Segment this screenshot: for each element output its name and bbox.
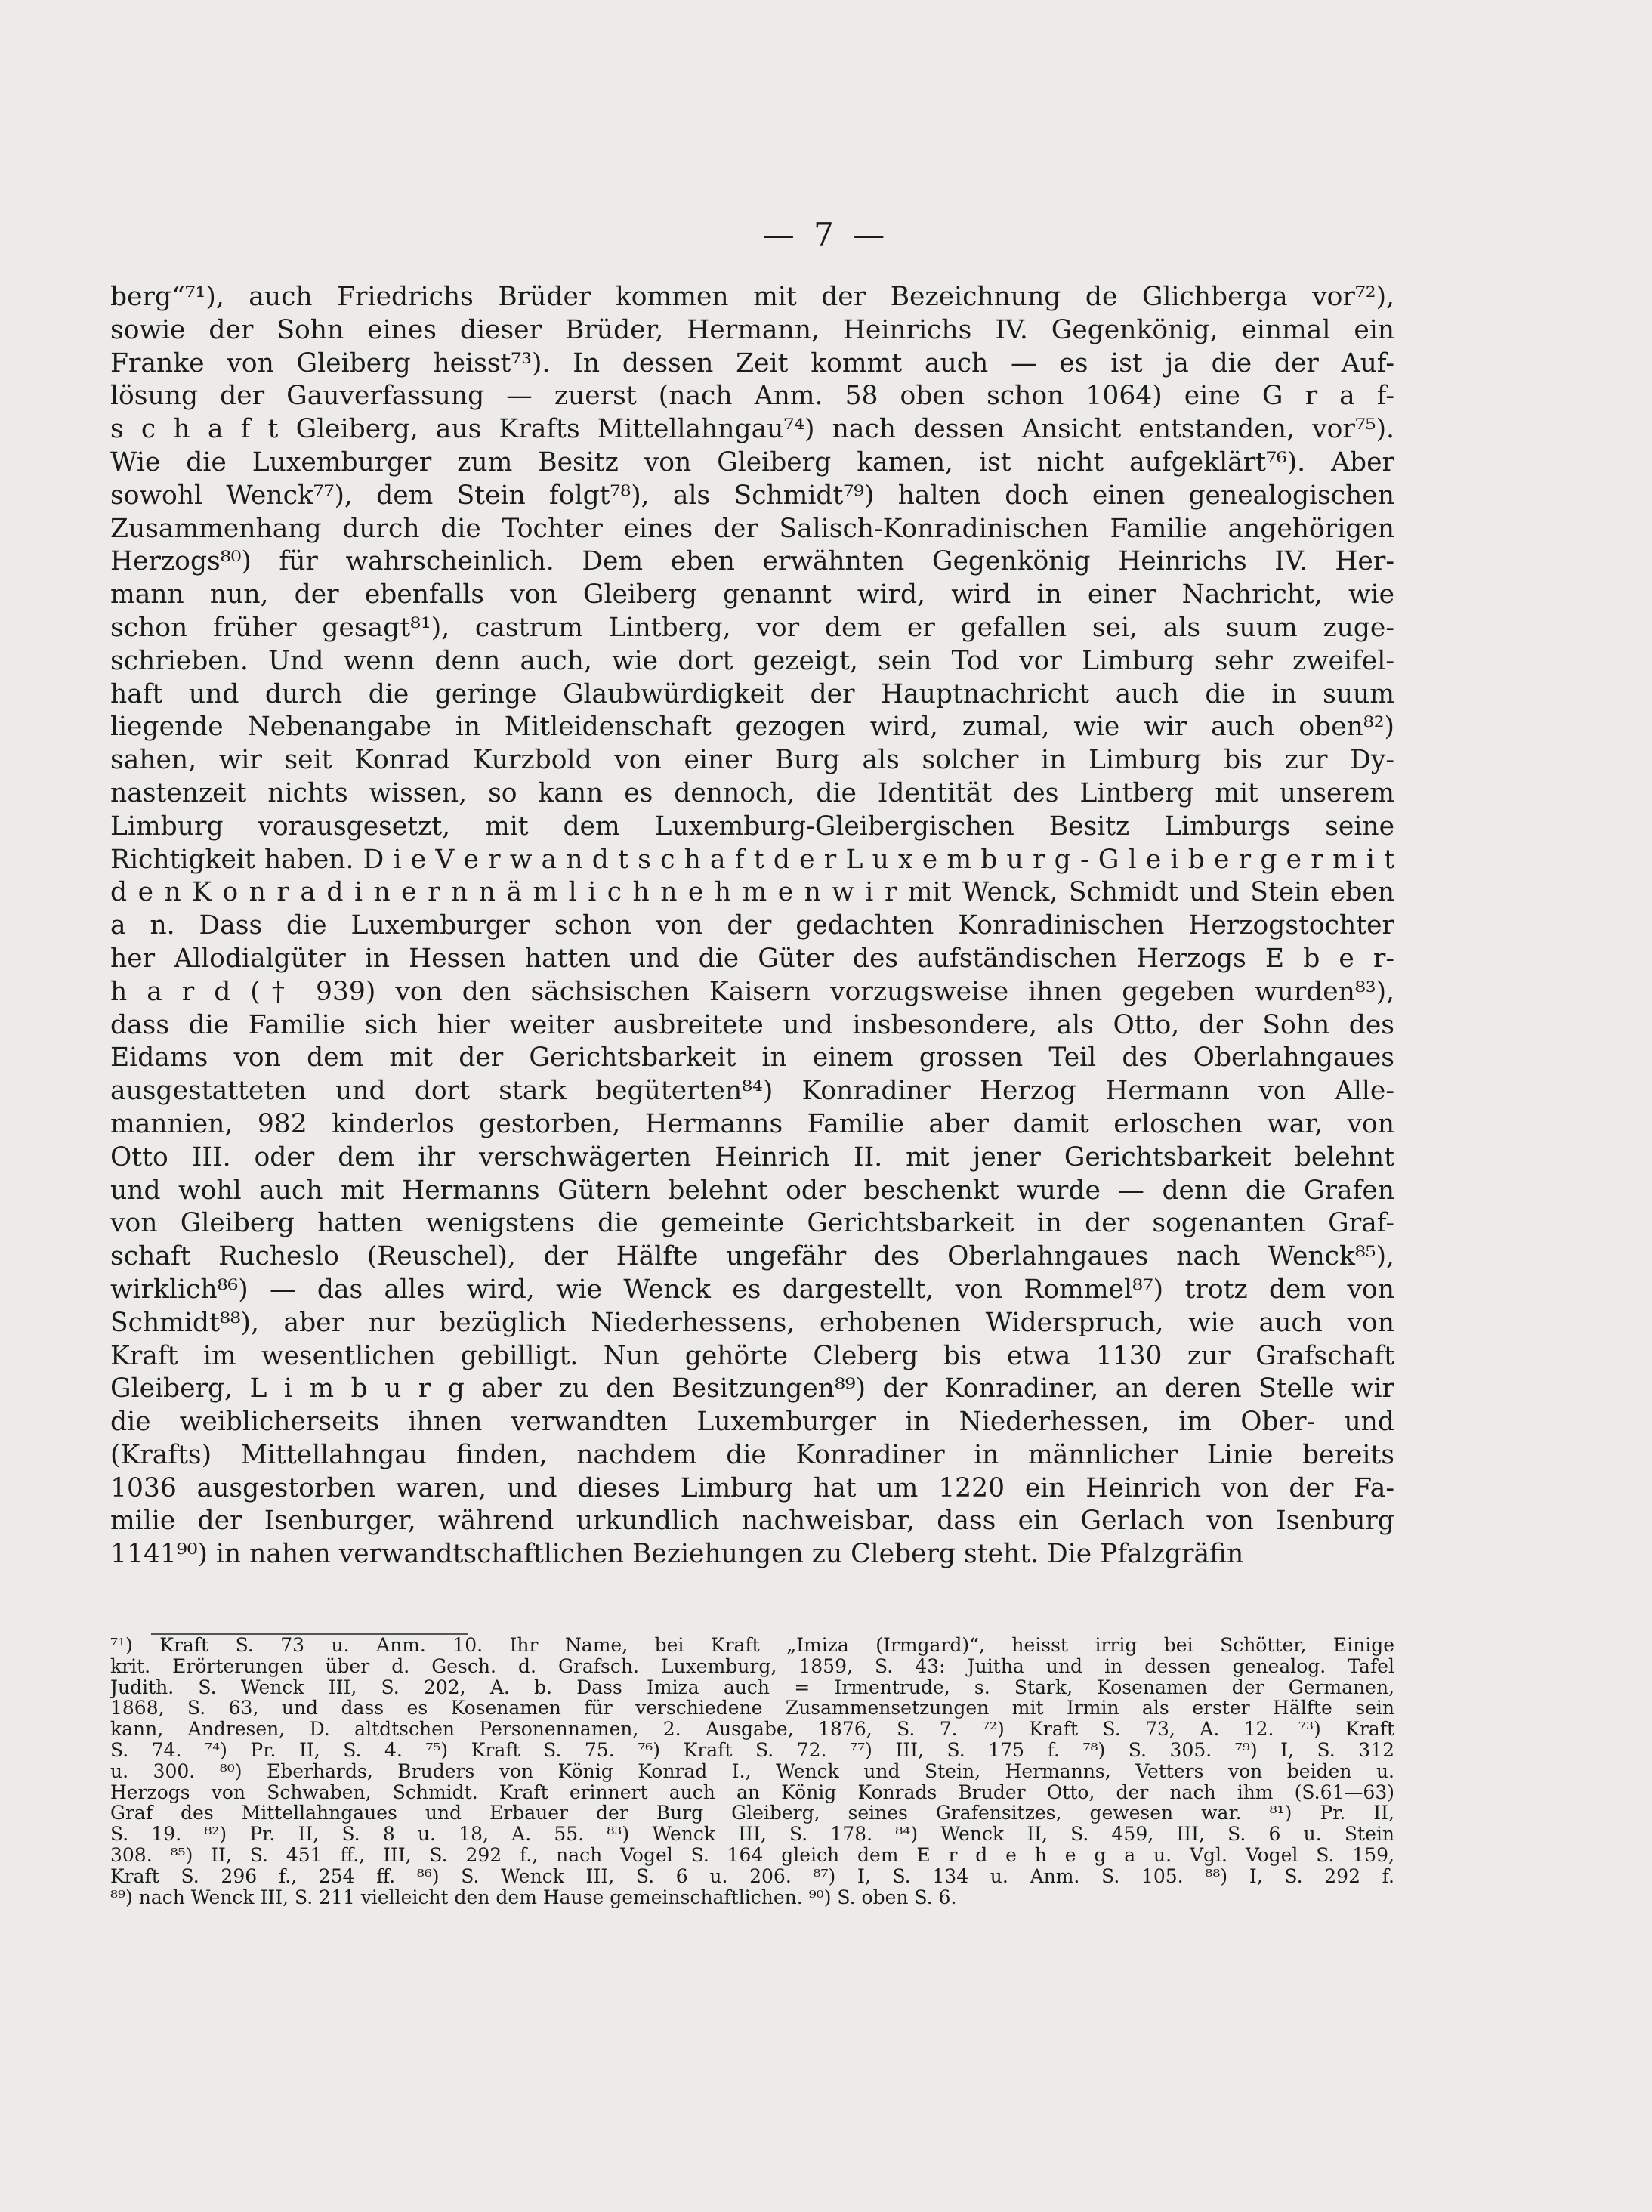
footnote-line: Herzogs von Schwaben, Schmidt. Kraft erinnert auch an König Konrads Bruder Otto, der nach ihm (S.61—63): [110, 1781, 1394, 1803]
text-line: nastenzeit nichts wissen, so kann es dennoch, die Identität des Lintberg mit unserem: [110, 777, 1394, 808]
text-line: d e n K o n r a d i n e r n n ä m l i c h n e h m e n w i r mit Wenck, Schmidt und Stein eben: [110, 877, 1394, 908]
footnote-line: krit. Erörterungen über d. Gesch. d. Grafsch. Luxemburg, 1859, S. 43: Juitha und in dessen genealog. Tafel: [110, 1655, 1394, 1677]
text-line: Gleiberg, L i m b u r g aber zu den Besitzungen⁸⁹) der Konradiner, an deren Stelle wir: [110, 1373, 1394, 1404]
text-line: Eidams von dem mit der Gerichtsbarkeit in einem grossen Teil des Oberlahngaues: [110, 1043, 1394, 1074]
text-line: h a r d († 939) von den sächsischen Kaisern vorzugsweise ihnen gegeben wurden⁸³),: [110, 976, 1394, 1007]
footnote-line: 1868, S. 63, und dass es Kosenamen für verschiedene Zusammensetzungen mit Irmin als erster Hälfte sein: [110, 1698, 1394, 1719]
text-line: milie der Isenburger, während urkundlich nachweisbar, dass ein Gerlach von Isenburg: [110, 1506, 1394, 1537]
text-line: schon früher gesagt⁸¹), castrum Lintberg, vor dem er gefallen sei, als suum zuge-: [110, 612, 1394, 643]
text-line: 1036 ausgestorben waren, und dieses Limburg hat um 1220 ein Heinrich von der Fa-: [110, 1472, 1394, 1503]
text-line: sowohl Wenck⁷⁷), dem Stein folgt⁷⁸), als Schmidt⁷⁹) halten doch einen genealogischen: [110, 480, 1394, 511]
text-line: Otto III. oder dem ihr verschwägerten Heinrich II. mit jener Gerichtsbarkeit belehnt: [110, 1142, 1394, 1172]
footnotes: [110, 1635, 1394, 1908]
text-line: dass die Familie sich hier weiter ausbreitete und insbesondere, als Otto, der Sohn des: [110, 1009, 1394, 1040]
footnote-line: kann, Andresen, D. altdtschen Personennamen, 2. Ausgabe, 1876, S. 7. ⁷²) Kraft S. 73, A. 12. ⁷³) Kraft: [110, 1719, 1394, 1740]
footnote-line: Graf des Mittellahngaues und Erbauer der Burg Gleiberg, seines Grafensitzes, gewesen war. ⁸¹) Pr. II,: [110, 1803, 1394, 1824]
text-line: 1141⁹⁰) in nahen verwandtschaftlichen Beziehungen zu Cleberg steht. Die Pfalzgräfin: [110, 1539, 1244, 1570]
footnote-line: Judith. S. Wenck III, S. 202, A. b. Dass Imiza auch = Irmentrude, s. Stark, Kosenamen der Germanen,: [110, 1676, 1394, 1698]
footnote-line: S. 74. ⁷⁴) Pr. II, S. 4. ⁷⁵) Kraft S. 75. ⁷⁶) Kraft S. 72. ⁷⁷) III, S. 175 f. ⁷⁸) S. 305. ⁷⁹) I, S. 312: [110, 1739, 1394, 1761]
text-line: Herzogs⁸⁰) für wahrscheinlich. Dem eben erwähnten Gegenkönig Heinrichs IV. Her-: [110, 546, 1394, 577]
footnote-line: Kraft S. 296 f., 254 ff. ⁸⁶) S. Wenck III, S. 6 u. 206. ⁸⁷) I, S. 134 u. Anm. S. 105. ⁸⁸) I, S. 292 f.: [110, 1865, 1394, 1887]
text-line: mannien, 982 kinderlos gestorben, Hermanns Familie aber damit erloschen war, von: [110, 1108, 1394, 1139]
text-line: Richtigkeit haben. D i e V e r w a n d t s c h a f t d e r L u x e m b u r g - G l e i b e r g e r m i t: [110, 844, 1394, 875]
text-line: Zusammenhang durch die Tochter eines der Salisch-Konradinischen Familie angehörigen: [110, 513, 1394, 544]
text-line: Franke von Gleiberg heisst⁷³). In dessen Zeit kommt auch — es ist ja die der Auf-: [110, 348, 1394, 378]
text-line: schaft Rucheslo (Reuschel), der Hälfte ungefähr des Oberlahngaues nach Wenck⁸⁵),: [110, 1241, 1394, 1272]
text-line: wirklich⁸⁶) — das alles wird, wie Wenck es dargestellt, von Rommel⁸⁷) trotz dem von: [110, 1274, 1394, 1305]
text-line: Kraft im wesentlichen gebilligt. Nun gehörte Cleberg bis etwa 1130 zur Grafschaft: [110, 1340, 1394, 1371]
text-line: mann nun, der ebenfalls von Gleiberg genannt wird, wird in einer Nachricht, wie: [110, 579, 1394, 610]
text-line: lösung der Gauverfassung — zuerst (nach Anm. 58 oben schon 1064) eine G r a f-: [110, 381, 1394, 412]
text-line: schrieben. Und wenn denn auch, wie dort gezeigt, sein Tod vor Limburg sehr zweifel-: [110, 645, 1394, 676]
text-line: s c h a f t Gleiberg, aus Krafts Mittellahngau⁷⁴) nach dessen Ansicht entstanden, vor⁷⁵).: [110, 414, 1394, 445]
text-line: ausgestatteten und dort stark begüterten⁸⁴) Konradiner Herzog Hermann von Alle-: [110, 1076, 1394, 1107]
text-line: die weiblicherseits ihnen verwandten Luxemburger in Niederhessen, im Ober- und: [110, 1407, 1394, 1438]
text-line: (Krafts) Mittellahngau finden, nachdem die Konradiner in männlicher Linie bereits: [110, 1439, 1394, 1470]
text-line: sowie der Sohn eines dieser Brüder, Hermann, Heinrichs IV. Gegenkönig, einmal ein: [110, 314, 1394, 345]
footnote-line: ⁷¹) Kraft S. 73 u. Anm. 10. Ihr Name, bei Kraft „Imiza (Irmgard)“, heisst irrig bei Schötter, Einige: [110, 1635, 1394, 1656]
text-line: liegende Nebenangabe in Mitleidenschaft gezogen wird, zumal, wie wir auch oben⁸²): [110, 712, 1394, 743]
footnote-line: S. 19. ⁸²) Pr. II, S. 8 u. 18, A. 55. ⁸³) Wenck III, S. 178. ⁸⁴) Wenck II, S. 459, III, S. 6 u. Stein: [110, 1824, 1394, 1845]
text-line: von Gleiberg hatten wenigstens die gemeinte Gerichtsbarkeit in der sogenanten Graf-: [110, 1208, 1394, 1239]
text-line: Wie die Luxemburger zum Besitz von Gleiberg kamen, ist nicht aufgeklärt⁷⁶). Aber: [110, 446, 1394, 477]
text-line: und wohl auch mit Hermanns Gütern belehnt oder beschenkt wurde — denn die Grafen: [110, 1175, 1394, 1206]
text-line: Limburg vorausgesetzt, mit dem Luxemburg-Gleibergischen Besitz Limburgs seine: [110, 811, 1394, 842]
text-line: haft und durch die geringe Glaubwürdigkeit der Hauptnachricht auch die in suum: [110, 678, 1394, 709]
footnote-line: u. 300. ⁸⁰) Eberhards, Bruders von König Konrad I., Wenck und Stein, Hermanns, Vetters von beiden u.: [110, 1760, 1394, 1782]
text-line: a n. Dass die Luxemburger schon von der gedachten Konradinischen Herzogstochter: [110, 910, 1394, 941]
text-line: Schmidt⁸⁸), aber nur bezüglich Niederhessens, erhobenen Widerspruch, wie auch von: [110, 1307, 1394, 1338]
text-line: her Allodialgüter in Hessen hatten und die Güter des aufständischen Herzogs E b e r-: [110, 943, 1394, 974]
text-line: berg“⁷¹), auch Friedrichs Brüder kommen mit der Bezeichnung de Glichberga vor⁷²),: [110, 282, 1394, 312]
page-number: — 7 —: [762, 216, 890, 253]
footnote-line: 308. ⁸⁵) II, S. 451 ff., III, S. 292 f., nach Vogel S. 164 gleich dem E r d e h e g a u. Vgl. Vogel S. 159,: [110, 1844, 1394, 1866]
main-text: [110, 281, 1394, 1571]
footnote-line: ⁸⁹) nach Wenck III, S. 211 vielleicht den dem Hause gemeinschaftlichen. ⁹⁰) S. oben S. 6.: [110, 1886, 957, 1908]
text-line: sahen, wir seit Konrad Kurzbold von einer Burg als solcher in Limburg bis zur Dy-: [110, 745, 1394, 776]
